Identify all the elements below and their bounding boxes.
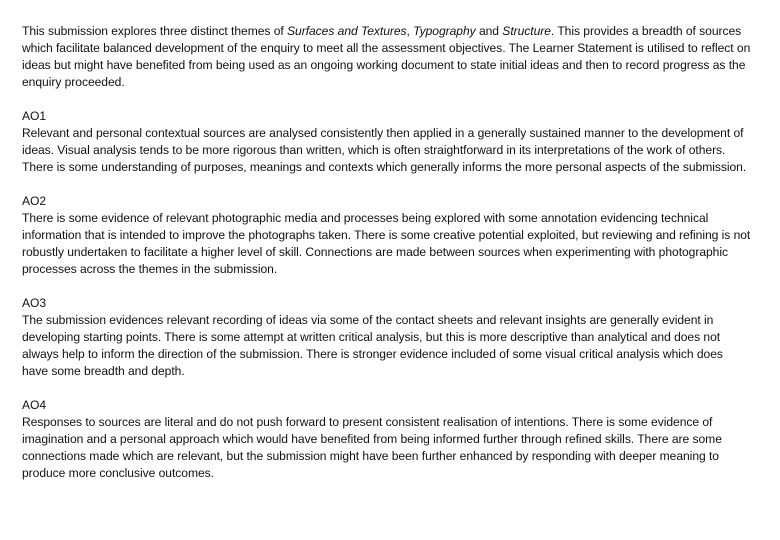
section-body: Relevant and personal contextual sources are analysed consistently then applied in a generally sustained manner to the development of ideas. Visual analysis tends to be more rigorous than written, which is often straightforward in its interpretations of the work of others. There is some understanding of purposes, meanings and contexts which generally informs the more personal aspects of the submission. xyxy=(22,126,747,174)
section-body: There is some evidence of relevant photographic media and processes being explored with some annotation evidencing technical information that is intended to improve the photographs taken. There is some creative potential exploited, but reviewing and refining is not robustly undertaken to facilitate a higher level of skill. Connections are made between sources when experimenting with photographic processes across the themes in the submission. xyxy=(22,211,751,276)
section-ao1 xyxy=(22,108,752,176)
intro-separator: and xyxy=(475,24,503,38)
section-heading: AO2 xyxy=(22,194,47,208)
theme-surfaces-textures: Surfaces and Textures xyxy=(287,24,407,38)
section-ao3 xyxy=(22,295,752,380)
theme-structure: Structure xyxy=(502,24,551,38)
assessment-document xyxy=(22,23,752,499)
intro-text-start: This submission explores three distinct themes of xyxy=(22,24,288,38)
intro-text-end: . This provides a breadth of sources which facilitate balanced development of the enquiry to meet all the assessment objectives. The Learner Statement is utilised to reflect on ideas but might have benefited from being used as an ongoing working document to state initial ideas and then to record progress as the enquiry proceeded. xyxy=(22,24,751,89)
section-heading: AO3 xyxy=(22,296,47,310)
theme-typography: Typography xyxy=(413,24,476,38)
section-body: The submission evidences relevant recording of ideas via some of the contact sheets and relevant insights are generally evident in developing starting points. There is some attempt at written critical analysis, but this is more descriptive than analytical and does not always help to inform the direction of the submission. There is stronger evidence included of some visual critical analysis which does have some breadth and depth. xyxy=(22,313,723,378)
section-heading: AO4 xyxy=(22,398,47,412)
section-heading: AO1 xyxy=(22,109,47,123)
section-ao4 xyxy=(22,397,752,482)
intro-paragraph xyxy=(22,23,752,91)
intro-separator: , xyxy=(406,24,414,38)
section-body: Responses to sources are literal and do not push forward to present consistent realisation of intentions. There is some evidence of imagination and a personal approach which would have benefited from being informed further through refined skills. There are some connections made which are relevant, but the submission might have been further enhanced by responding with deeper meaning to produce more conclusive outcomes. xyxy=(22,415,722,480)
section-ao2 xyxy=(22,193,752,278)
